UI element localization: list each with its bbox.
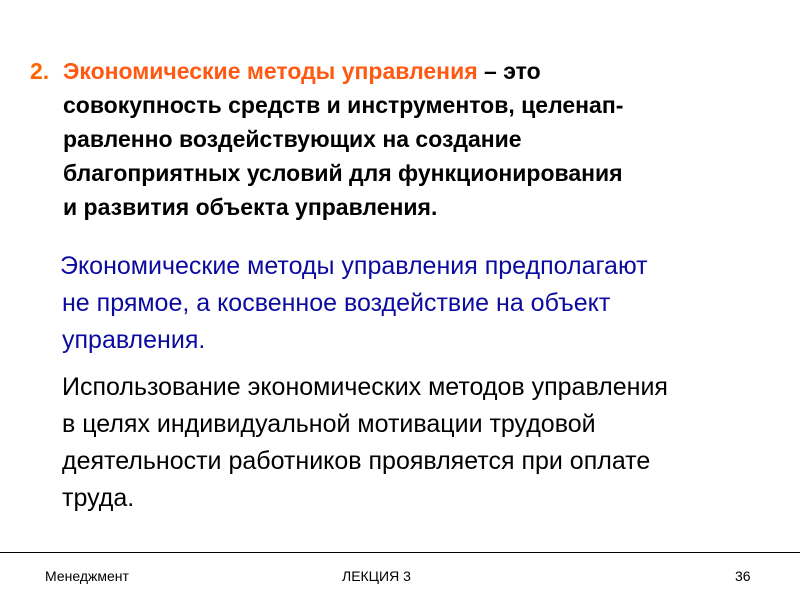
page-number: 36: [735, 568, 751, 584]
definition-block: [30, 54, 770, 224]
usage-line-1: Использование экономических методов управления: [62, 373, 668, 401]
definition-term: Экономические методы управления: [63, 58, 478, 84]
definition-text: [63, 54, 770, 224]
definition-line-1: [63, 54, 770, 88]
indirect-line-1: Экономические методы управления предполагают: [60, 252, 648, 280]
item-number: 2.: [30, 58, 50, 84]
usage-line-4: труда.: [62, 484, 135, 512]
footer-lecture: ЛЕКЦИЯ 3: [342, 568, 411, 584]
indirect-line-2: не прямое, а косвенное воздействие на объект: [62, 289, 611, 317]
indirect-impact-paragraph: [62, 248, 772, 359]
indirect-line-3: управления.: [62, 326, 206, 354]
footer-subject: Менеджмент: [45, 568, 129, 584]
definition-line-2: совокупность средств и инструментов, целенап-: [63, 92, 624, 118]
definition-dash: – это: [477, 58, 541, 84]
usage-line-3: деятельности работников проявляется при оплате: [62, 447, 651, 475]
definition-line-5: и развития объекта управления.: [63, 194, 438, 220]
definition-line-3: равленно воздействующих на создание: [63, 126, 522, 152]
definition-line-4: благоприятных условий для функционирования: [63, 160, 623, 186]
usage-paragraph: [62, 369, 772, 517]
footer-divider: [0, 552, 800, 553]
usage-line-2: в целях индивидуальной мотивации трудовой: [62, 410, 596, 438]
